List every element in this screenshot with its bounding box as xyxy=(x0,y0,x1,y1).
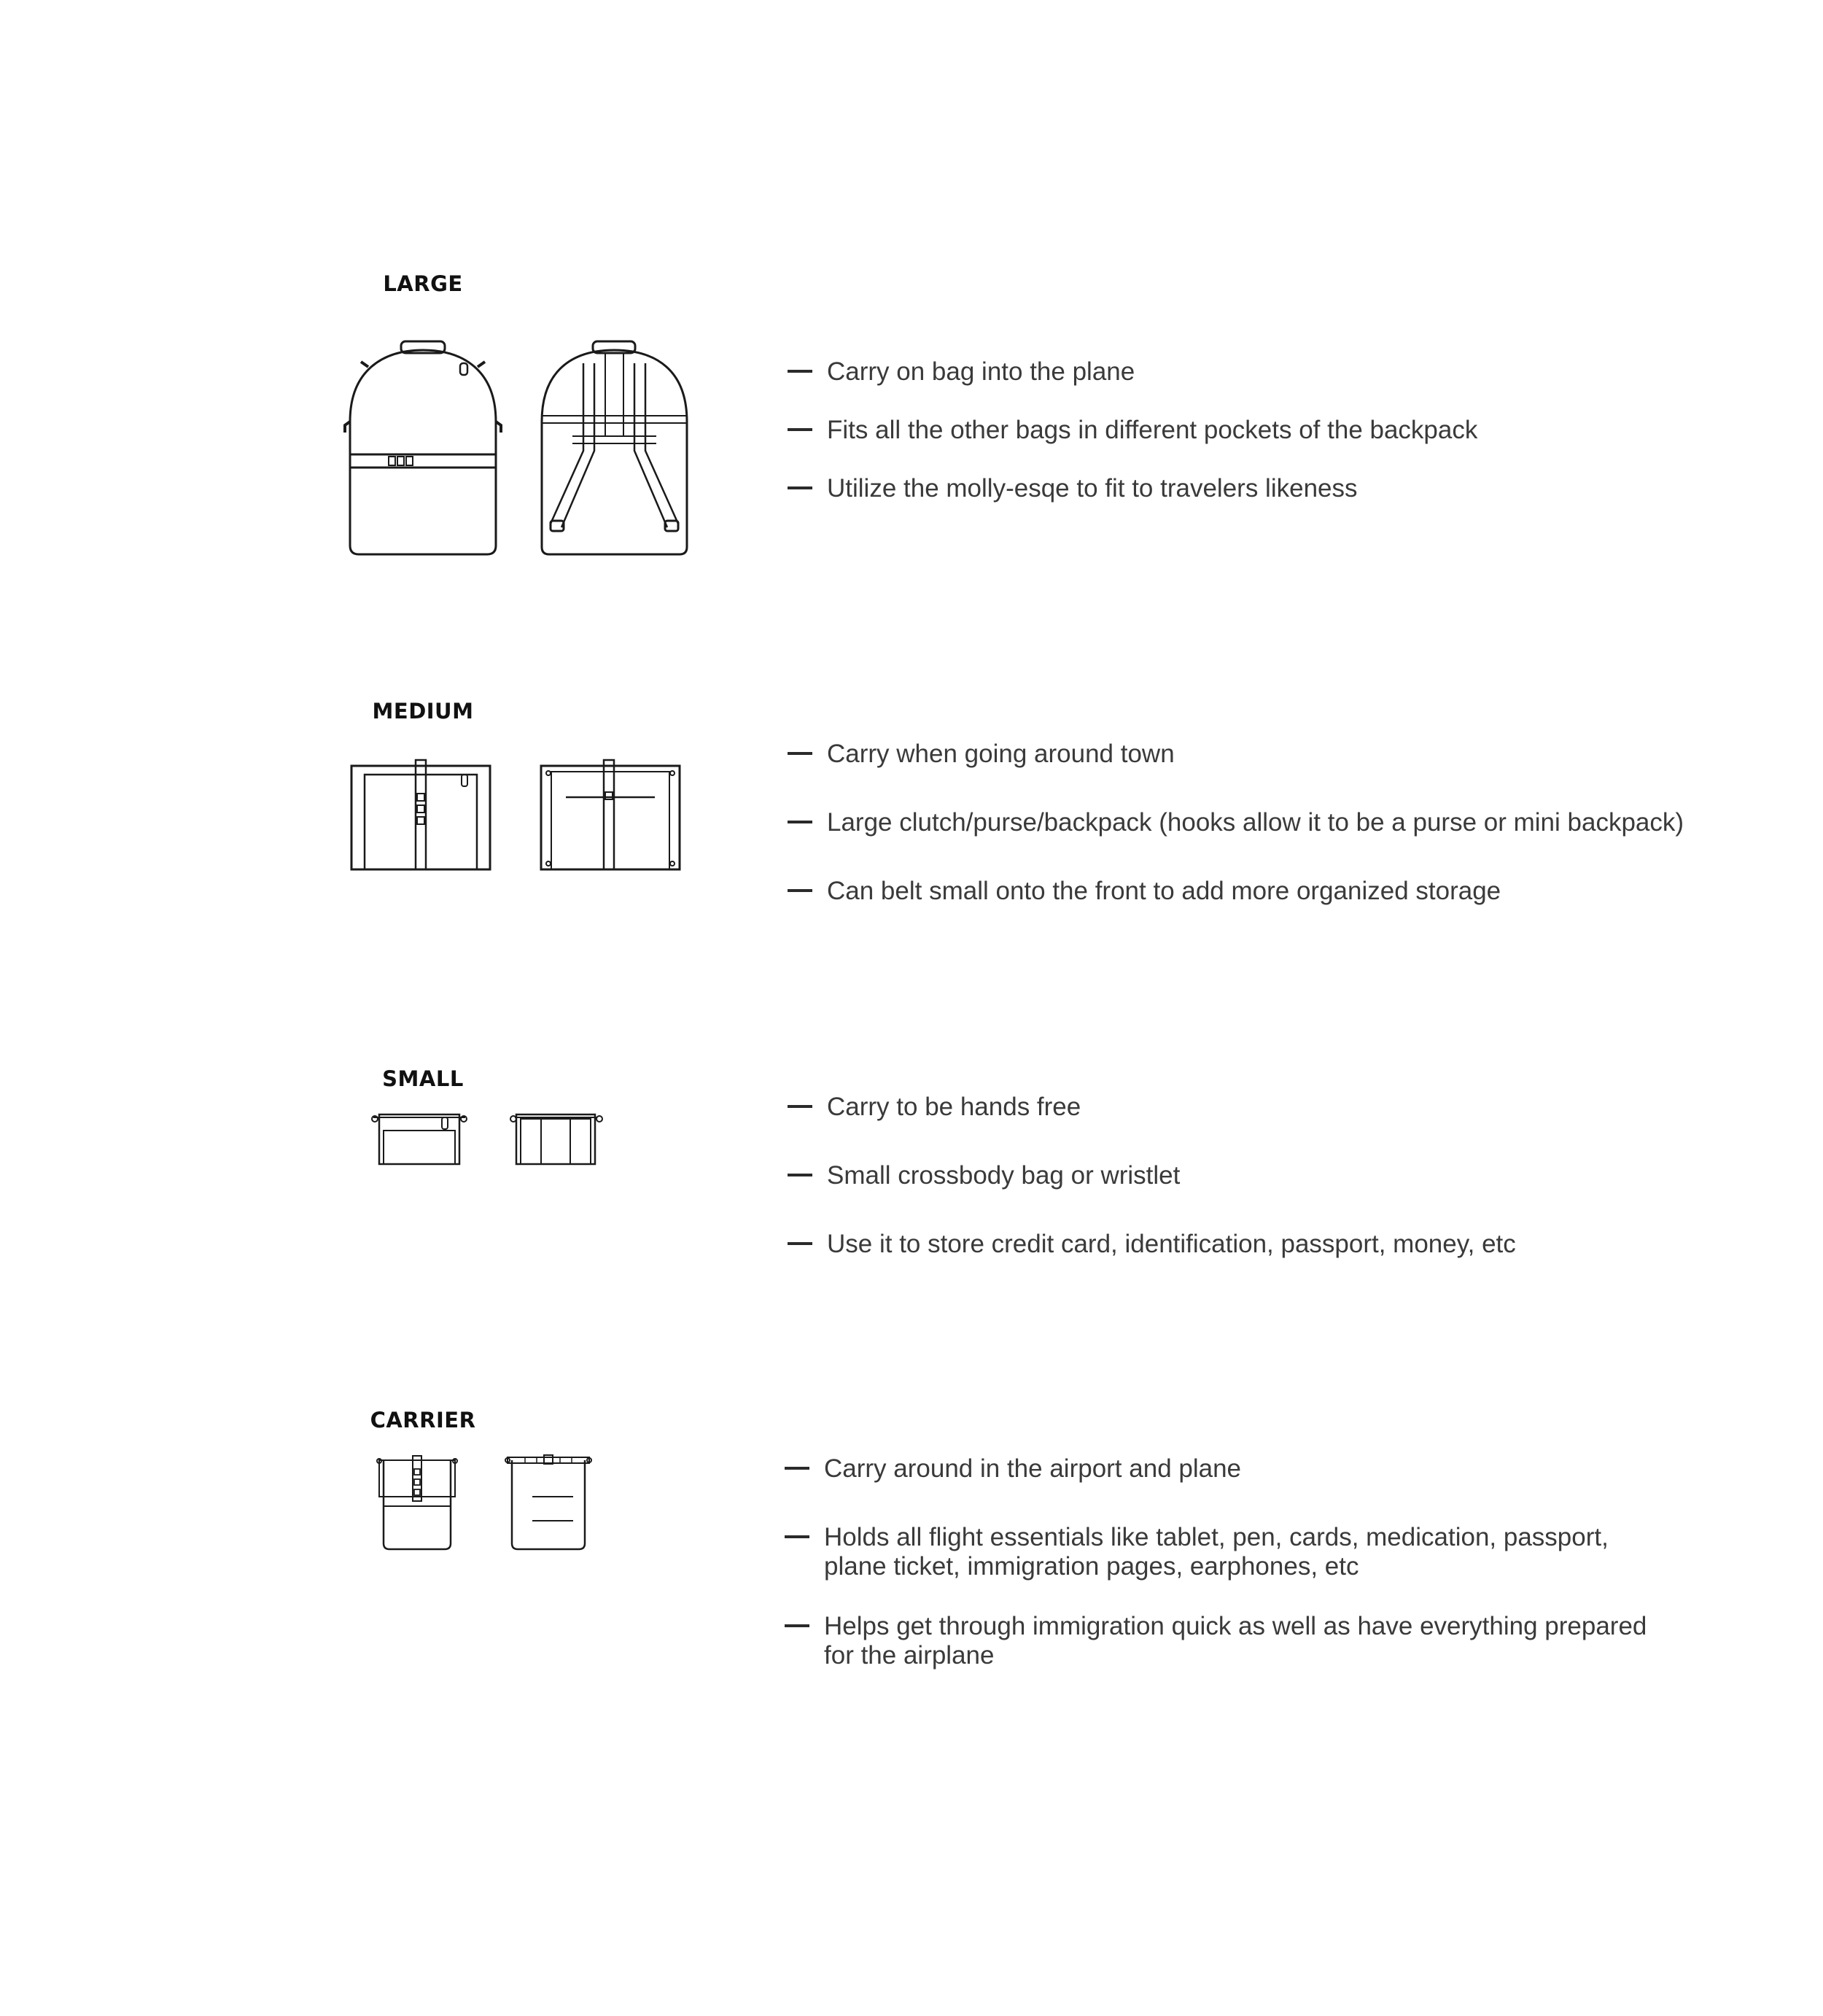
list-item xyxy=(788,808,1735,837)
dash-marker xyxy=(788,370,812,373)
list-item xyxy=(785,1612,1667,1670)
list-item xyxy=(788,1161,1735,1190)
list-item xyxy=(788,357,1735,387)
list-item xyxy=(788,1093,1735,1122)
bullet-text: Use it to store credit card, identification, passport, money, etc xyxy=(827,1230,1516,1258)
section-title-small: SMALL xyxy=(382,1066,464,1091)
bullet-text: Fits all the other bags in different pockets of the backpack xyxy=(827,416,1478,444)
dash-marker xyxy=(788,1174,812,1176)
bullet-text: Holds all flight essentials like tablet, pen, cards, medication, passport, plane ticket, immigration pages, earphones, etc xyxy=(824,1523,1609,1581)
dash-marker xyxy=(788,428,812,431)
bullet-text: Carry around in the airport and plane xyxy=(824,1454,1242,1483)
bullet-text: Large clutch/purse/backpack (hooks allow it to be a purse or mini backpack) xyxy=(827,808,1684,837)
carrier-front-drawing xyxy=(373,1453,461,1555)
bullet-text: Utilize the molly-esqe to fit to travelers likeness xyxy=(827,474,1358,503)
dash-marker xyxy=(788,1105,812,1108)
bullet-text: Carry when going around town xyxy=(827,740,1175,768)
dash-marker xyxy=(785,1535,809,1538)
small-bag-back-drawing xyxy=(508,1110,606,1167)
section-title-carrier: CARRIER xyxy=(370,1408,476,1432)
list-item xyxy=(788,1230,1735,1259)
dash-marker xyxy=(788,821,812,823)
medium-bag-back-drawing xyxy=(538,757,684,874)
list-item xyxy=(785,1454,1733,1484)
section-title-medium: MEDIUM xyxy=(372,699,474,724)
small-bag-front-drawing xyxy=(370,1110,469,1167)
dash-marker xyxy=(785,1624,809,1627)
dash-marker xyxy=(788,1242,812,1245)
list-item xyxy=(785,1523,1667,1581)
large-backpack-back-drawing xyxy=(536,334,693,560)
list-item xyxy=(788,740,1735,769)
carrier-back-drawing xyxy=(503,1453,594,1555)
bullet-text: Small crossbody bag or wristlet xyxy=(827,1161,1181,1190)
dash-marker xyxy=(788,486,812,489)
list-item xyxy=(788,877,1735,906)
dash-marker xyxy=(785,1467,809,1470)
bullet-text: Carry on bag into the plane xyxy=(827,357,1135,386)
bullet-text: Can belt small onto the front to add more organized storage xyxy=(827,877,1501,905)
large-backpack-front-drawing xyxy=(339,334,507,560)
dash-marker xyxy=(788,752,812,755)
bullet-text: Carry to be hands free xyxy=(827,1093,1081,1121)
list-item xyxy=(788,416,1735,445)
list-item xyxy=(788,474,1735,503)
dash-marker xyxy=(788,889,812,892)
bullet-text: Helps get through immigration quick as well as have everything prepared for the airplane xyxy=(824,1612,1647,1670)
medium-bag-front-drawing xyxy=(349,757,494,874)
section-title-large: LARGE xyxy=(383,271,463,296)
